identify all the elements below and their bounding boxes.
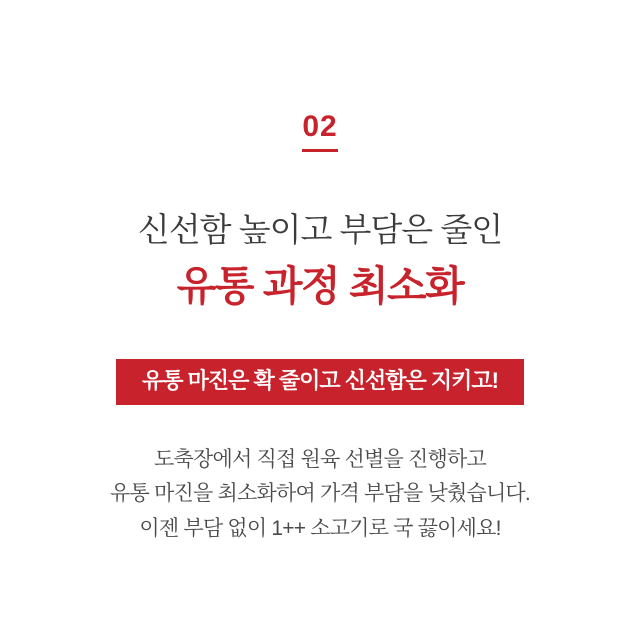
headline-block — [138, 210, 502, 311]
headline-title: 유통 과정 최소화 — [176, 262, 464, 309]
body-copy — [110, 443, 530, 547]
body-line: 이젠 부담 없이 1++ 소고기로 국 끓이세요! — [139, 517, 501, 541]
body-line: 도축장에서 직접 원육 선별을 진행하고 — [154, 447, 486, 471]
headline-subtitle: 신선함 높이고 부담은 줄인 — [137, 211, 503, 248]
section-number: 02 — [302, 112, 337, 152]
body-line: 유통 마진을 최소화하여 가격 부담을 낮췄습니다. — [110, 482, 530, 506]
highlight-banner: 유통 마진은 확 줄이고 신선함은 지키고! — [116, 359, 524, 405]
